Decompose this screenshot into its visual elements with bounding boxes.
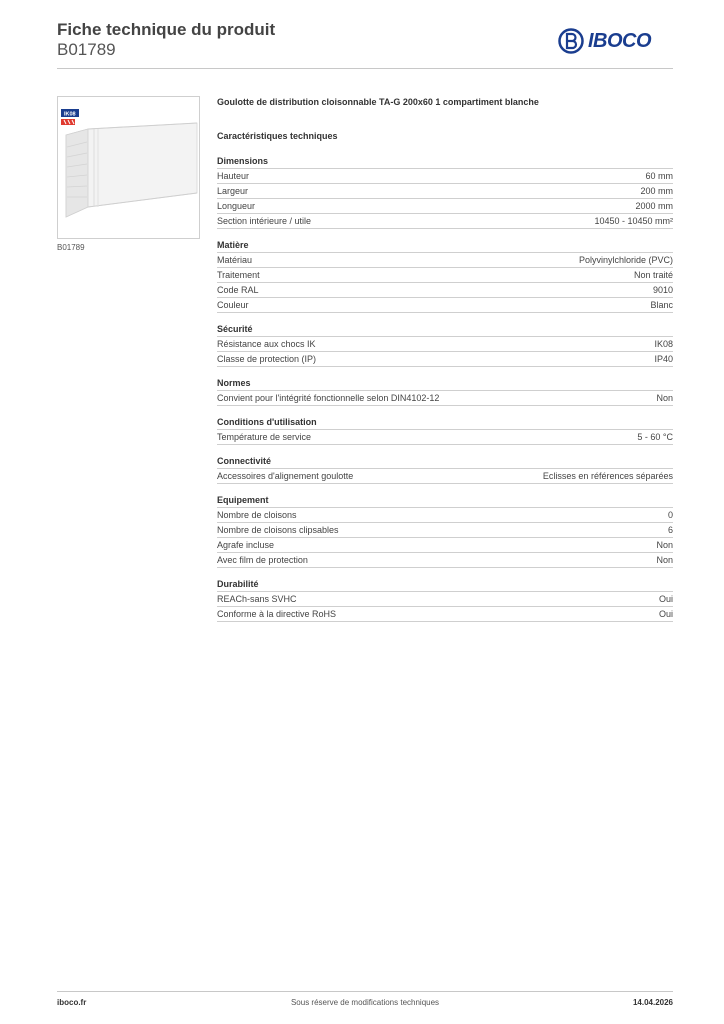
spec-value: 2000 mm <box>635 201 673 211</box>
spec-section <box>217 415 673 445</box>
spec-label: Avec film de protection <box>217 555 308 565</box>
spec-value: 6 <box>667 525 673 535</box>
spec-section <box>217 577 673 622</box>
spec-row <box>217 268 673 283</box>
spec-value: Blanc <box>650 300 673 310</box>
spec-label: Nombre de cloisons <box>217 510 297 520</box>
spec-value: Eclisses en références séparées <box>542 471 673 481</box>
page-header <box>57 20 275 60</box>
spec-row <box>217 523 673 538</box>
spec-value: IP40 <box>654 354 673 364</box>
spec-value: Non <box>656 555 673 565</box>
spec-value: Polyvinylchloride (PVC) <box>578 255 673 265</box>
section-title: Sécurité <box>217 322 673 337</box>
spec-section <box>217 322 673 367</box>
spec-row <box>217 199 673 214</box>
spec-row <box>217 607 673 622</box>
image-caption: B01789 <box>57 243 85 252</box>
spec-label: Couleur <box>217 300 249 310</box>
spec-value: Non <box>656 540 673 550</box>
page-title: Fiche technique du produit <box>57 20 276 39</box>
spec-label: Classe de protection (IP) <box>217 354 317 364</box>
spec-label: Accessoires d'alignement goulotte <box>217 471 354 481</box>
spec-row <box>217 253 673 268</box>
section-title: Normes <box>217 376 673 391</box>
spec-value: 60 mm <box>645 171 673 181</box>
spec-label: Largeur <box>217 186 249 196</box>
spec-section <box>217 376 673 406</box>
spec-value: 0 <box>667 510 673 520</box>
spec-row <box>217 430 673 445</box>
spec-label: Longueur <box>217 201 256 211</box>
section-title: Dimensions <box>217 154 673 169</box>
spec-value: Non <box>656 393 673 403</box>
spec-value: IK08 <box>654 339 673 349</box>
footer-date: 14.04.2026 <box>632 998 673 1007</box>
spec-value: 200 mm <box>640 186 673 196</box>
footer-website[interactable]: iboco.fr <box>57 998 87 1007</box>
spec-value: Oui <box>658 594 673 604</box>
spec-label: Convient pour l'intégrité fonctionnelle selon DIN4102-12 <box>217 393 440 403</box>
spec-row <box>217 298 673 313</box>
ik-badge: IK08 <box>64 111 76 118</box>
section-title: Durabilité <box>217 577 673 592</box>
spec-label: Code RAL <box>217 285 259 295</box>
spec-row <box>217 538 673 553</box>
spec-value: 5 - 60 °C <box>637 432 673 442</box>
spec-row <box>217 553 673 568</box>
spec-row <box>217 184 673 199</box>
section-title: Conditions d'utilisation <box>217 415 673 430</box>
spec-row <box>217 592 673 607</box>
section-title: Connectivité <box>217 454 673 469</box>
spec-row <box>217 283 673 298</box>
spec-section <box>217 154 673 229</box>
spec-value: 9010 <box>652 285 673 295</box>
spec-section <box>217 238 673 313</box>
footer-divider <box>57 991 673 992</box>
header-divider <box>57 68 673 69</box>
spec-label: REACh-sans SVHC <box>217 594 297 604</box>
spec-content <box>217 95 673 631</box>
spec-value: Oui <box>658 609 673 619</box>
spec-row <box>217 352 673 367</box>
spec-value: Non traité <box>633 270 673 280</box>
section-title: Matière <box>217 238 673 253</box>
spec-label: Résistance aux chocs IK <box>217 339 316 349</box>
product-code: B01789 <box>57 40 116 59</box>
spec-label: Hauteur <box>217 171 250 181</box>
footer-notice: Sous réserve de modifications techniques <box>290 998 440 1007</box>
iboco-logo-icon <box>558 28 584 54</box>
spec-sections <box>217 154 673 622</box>
product-name: Goulotte de distribution cloisonnable TA-G 200x60 1 compartiment blanche <box>217 97 539 107</box>
spec-label: Matériau <box>217 255 253 265</box>
spec-row <box>217 214 673 229</box>
spec-label: Traitement <box>217 270 260 280</box>
product-image <box>57 96 200 239</box>
spec-section <box>217 454 673 484</box>
spec-label: Agrafe incluse <box>217 540 275 550</box>
spec-label: Section intérieure / utile <box>217 216 312 226</box>
specs-heading: Caractéristiques techniques <box>217 131 338 141</box>
logo-text: IBOCO <box>588 29 652 52</box>
spec-label: Nombre de cloisons clipsables <box>217 525 339 535</box>
spec-row <box>217 508 673 523</box>
spec-row <box>217 391 673 406</box>
spec-value: 10450 - 10450 mm² <box>594 216 673 226</box>
spec-row <box>217 337 673 352</box>
spec-row <box>217 469 673 484</box>
spec-section <box>217 493 673 568</box>
spec-label: Température de service <box>217 432 312 442</box>
spec-label: Conforme à la directive RoHS <box>217 609 337 619</box>
section-title: Equipement <box>217 493 673 508</box>
brand-logo <box>558 28 651 54</box>
spec-row <box>217 169 673 184</box>
